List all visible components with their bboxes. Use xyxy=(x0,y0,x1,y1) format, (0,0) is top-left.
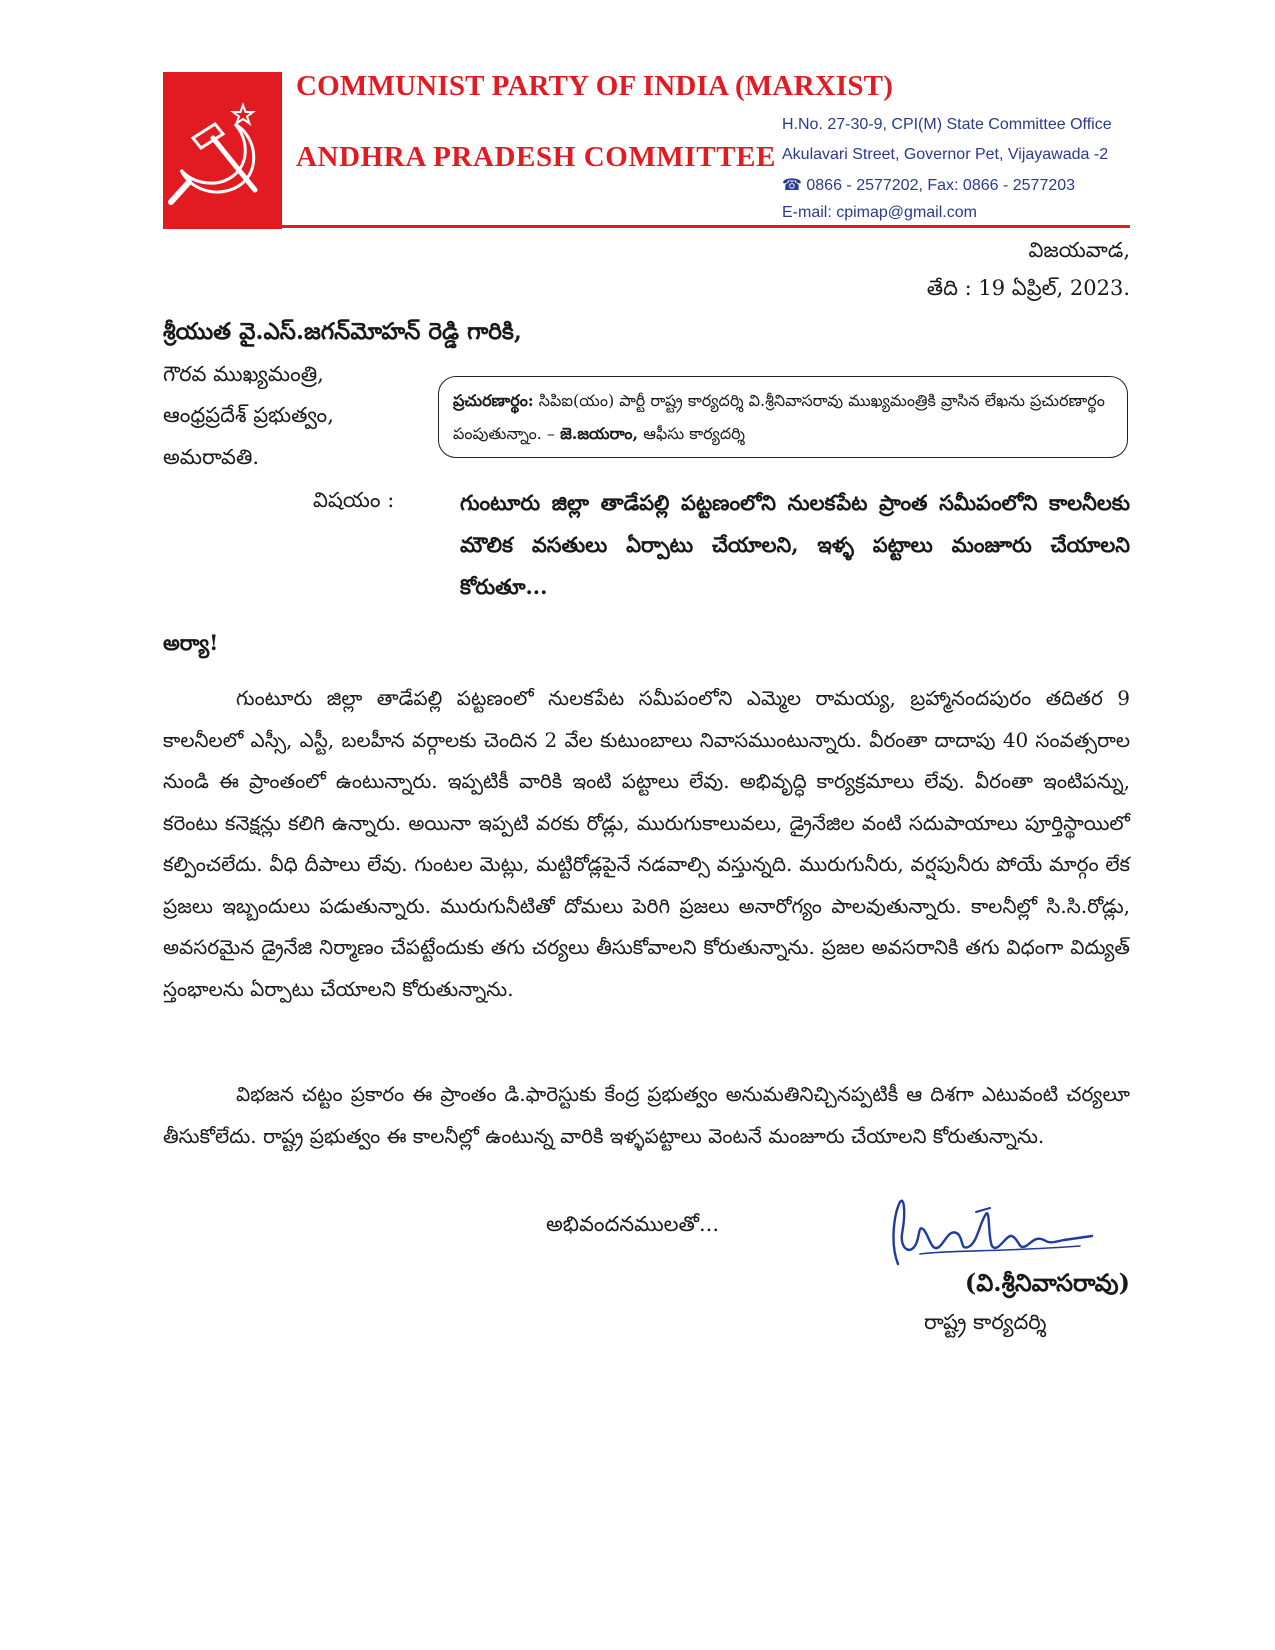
body-paragraph: విభజన చట్టం ప్రకారం ఈ ప్రాంతం డి.ఫారెస్టుకు కేంద్ర ప్రభుత్వం అనుమతినిచ్చినప్పటికీ ఆ దిశగా ఎటువంటి చర్యలూ తీసుకోలేదు. రాష్ట్ర ప్రభుత్వం ఈ కాలనీల్లో ఉంటున్న వారికి ఇళ్ళపట్టాలు వెంటనే మంజూరు చేయాలని కోరుతున్నాను. xyxy=(163,1082,1130,1148)
address-line-2: Akulavari Street, Governor Pet, Vijayawada -2 xyxy=(782,146,1109,163)
date-city: విజయవాడ, xyxy=(1028,238,1130,262)
addressee-name: శ్రీయుత వై.ఎస్.జగన్‌మోహన్ రెడ్డి గారికి, xyxy=(163,318,522,345)
address-line-1: H.No. 27-30-9, CPI(M) State Committee Office xyxy=(782,116,1112,133)
party-logo xyxy=(163,72,282,229)
header-divider xyxy=(282,225,1130,228)
signer-name: (వి.శ్రీనివాసరావు) xyxy=(964,1268,1130,1297)
handwritten-signature-icon xyxy=(880,1194,1100,1272)
letter-date: తేది : 19 ఏప్రిల్, 2023. xyxy=(926,276,1130,300)
press-note-box xyxy=(438,376,1128,458)
addressee-line-1: గౌరవ ముఖ్యమంత్రి, xyxy=(163,362,324,386)
press-note-text: సిపిఐ(యం) పార్టీ రాష్ట్ర కార్యదర్శి వి.శ్రీనివాసరావు ముఖ్యమంత్రికి వ్రాసిన లేఖను ప్రచురణార్థం పంపుతున్నాం. – xyxy=(453,391,1105,443)
subject-text: గుంటూరు జిల్లా తాడేపల్లి పట్టణంలోని నులకపేట ప్రాంత సమీపంలోని కాలనీలకు మౌలిక వసతులు ఏర్పాటు చేయాలని, ఇళ్ళ పట్టాలు మంజూరు చేయాలని కోరుతూ... xyxy=(460,490,1130,599)
committee-name: ANDHRA PRADESH COMMITTEE xyxy=(296,141,777,173)
hammer-sickle-star-icon xyxy=(163,72,282,229)
salutation: అర్యా! xyxy=(163,630,219,655)
subject-label: విషయం : xyxy=(313,488,395,512)
press-note-label: ప్రచురణార్థం: xyxy=(453,391,534,410)
closing-greeting: అభివందనములతో... xyxy=(546,1212,720,1236)
addressee-line-2: ఆంధ్రప్రదేశ్ ప్రభుత్వం, xyxy=(163,403,334,427)
signer-title: రాష్ట్ర కార్యదర్శి xyxy=(924,1310,1047,1334)
press-note-role: ఆఫీసు కార్యదర్శి xyxy=(638,424,745,443)
org-name: COMMUNIST PARTY OF INDIA (MARXIST) xyxy=(296,70,894,102)
body-paragraph: గుంటూరు జిల్లా తాడేపల్లి పట్టణంలో నులకపేట సమీపంలోని ఎమ్మెల రామయ్య, బ్రహ్మానందపురం తదితర 9 కాలనీలలో ఎస్సీ, ఎస్టీ, బలహీన వర్గాలకు చెందిన 2 వేల కుటుంబాలు నివాసముంటున్నారు. వీరంతా దాదాపు 40 సంవత్సరాల నుండి ఈ ప్రాంతంలో ఉంటున్నారు. ఇప్పటికీ వారికి ఇంటి పట్టాలు లేవు. అభివృద్ధి కార్యక్రమాలు లేవు. వీరంతా ఇంటిపన్ను, కరెంటు కనెక్షన్లు కలిగి ఉన్నారు. అయినా ఇప్పటి వరకు రోడ్లు, మురుగుకాలువలు, డ్రైనేజిల వంటి సదుపాయాలు పూర్తిస్థాయిలో కల్పించలేదు. వీధి దీపాలు లేవు. గుంటల మెట్లు, మట్టిరోడ్లపైనే నడవాల్సి వస్తున్నది. మురుగునీరు, వర్షపునీరు పోయే మార్గం లేక ప్రజలు ఇబ్బందులు పడుతున్నారు. మురుగునీటితో దోమలు పెరిగి ప్రజలు అనారోగ్యం పాలవుతున్నారు. కాలనీల్లో సి.సి.రోడ్లు, అవసరమైన డ్రైనేజి నిర్మాణం చేపట్టేందుకు తగు చర్యలు తీసుకోవాలని కోరుతున్నాను. ప్రజల అవసరానికి తగు విధంగా విద్యుత్ స్తంభాలను ఏర్పాటు చేయాలని కోరుతున్నాను. xyxy=(163,686,1130,1001)
addressee-line-3: అమరావతి. xyxy=(163,445,260,469)
email-line: E-mail: cpimap@gmail.com xyxy=(782,204,977,221)
phone-fax-line: ☎ 0866 - 2577202, Fax: 0866 - 2577203 xyxy=(782,177,1076,194)
press-note-person: జె.జయరాం, xyxy=(560,424,639,443)
